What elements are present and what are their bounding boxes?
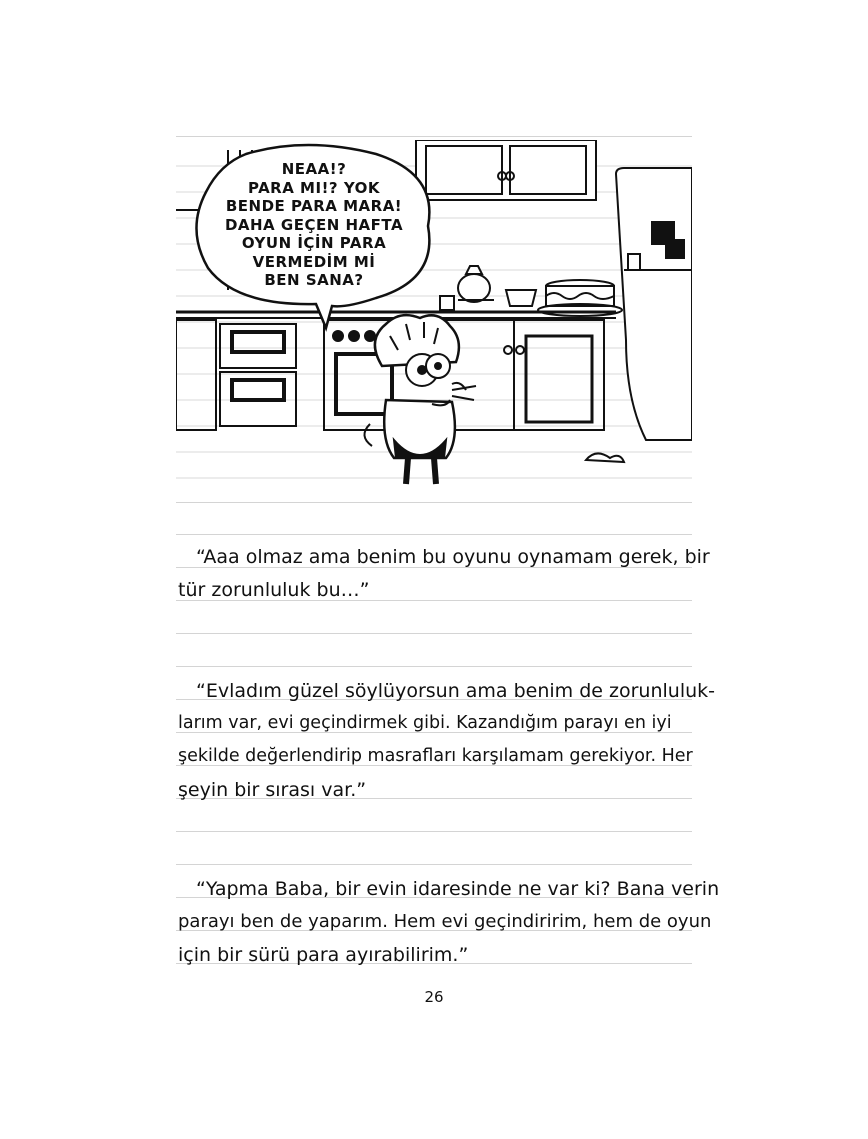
text-line: şeyin bir sırası var.” bbox=[178, 779, 367, 801]
speech-bubble-text bbox=[200, 160, 428, 290]
text-line: “Aaa olmaz ama benim bu oyunu oynamam gerek, bir bbox=[196, 546, 710, 568]
bubble-line: OYUN İÇİN PARA bbox=[241, 234, 387, 252]
page-number: 26 bbox=[424, 988, 444, 1006]
text-line: tür zorunluluk bu…” bbox=[178, 579, 370, 601]
bubble-line: VERMEDİM Mİ bbox=[252, 252, 376, 271]
bubble-line: NEAA!? bbox=[281, 160, 347, 178]
text-line: için bir sürü para ayırabilirim.” bbox=[178, 944, 469, 966]
text-line: parayı ben de yaparım. Hem evi geçindiririm, hem de oyun bbox=[178, 911, 712, 932]
bubble-line: DAHA GEÇEN HAFTA bbox=[224, 215, 404, 234]
bubble-line: PARA MI!? YOK bbox=[247, 178, 381, 197]
text-line: larım var, evi geçindirmek gibi. Kazandığım parayı en iyi bbox=[178, 713, 672, 733]
bubble-line: BEN SANA? bbox=[264, 271, 364, 289]
text-line: şekilde değerlendirip masrafları karşılamam gerekiyor. Her bbox=[178, 746, 693, 766]
text-line: “Yapma Baba, bir evin idaresinde ne var ki? Bana verin bbox=[196, 878, 720, 900]
text-line: “Evladım güzel söylüyorsun ama benim de zorunluluk- bbox=[196, 680, 716, 702]
bubble-line: BENDE PARA MARA! bbox=[225, 197, 403, 215]
